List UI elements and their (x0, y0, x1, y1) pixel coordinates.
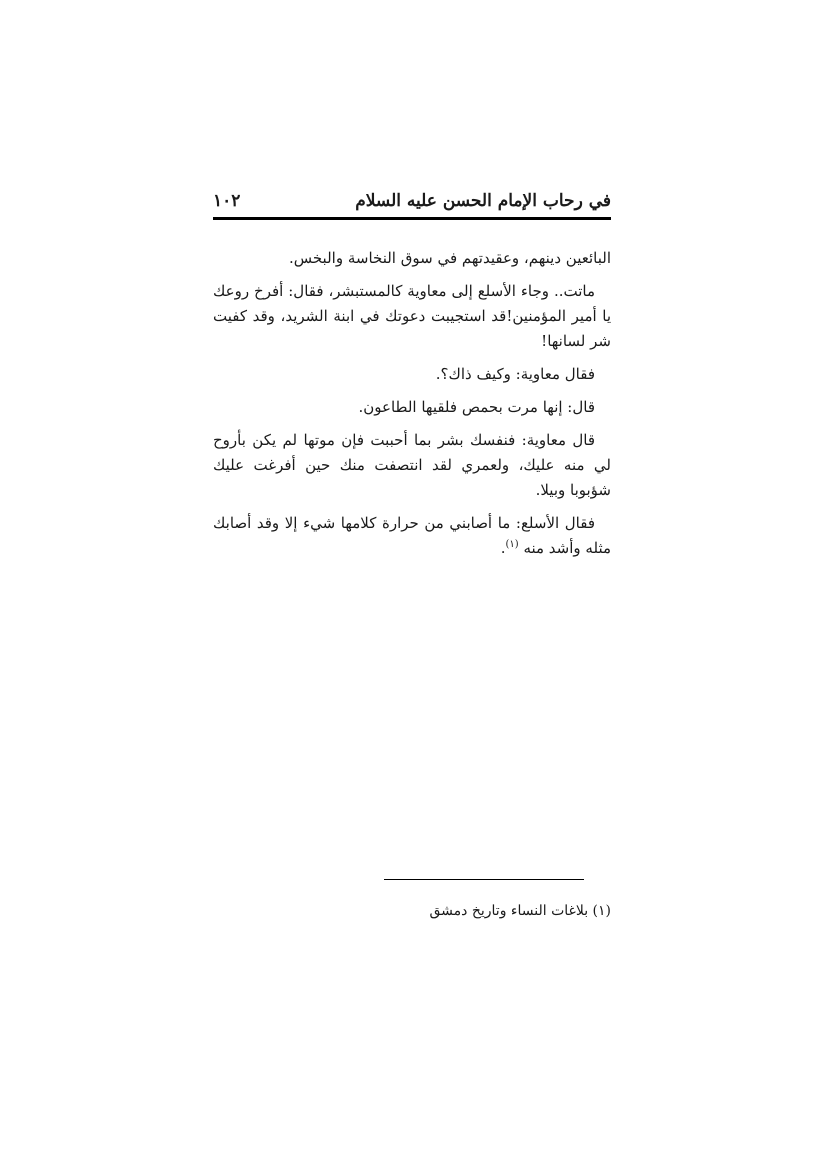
footnote-rule (384, 879, 584, 880)
paragraph: قال معاوية: فنفسك بشر بما أحببت فإن موتها لم يكن بأروح لي منه عليك، ولعمري لقد انتصفت منك حين أفرغت عليك شؤبوبا وبيلا. (213, 431, 611, 499)
paragraph: قال: إنها مرت بحمص فلقيها الطاعون. (358, 398, 595, 416)
running-title: في رحاب الإمام الحسن عليه السلام (355, 191, 611, 211)
paragraph: ماتت.. وجاء الأسلع إلى معاوية كالمستبشر، فقال: أفرخ روعك يا أمير المؤمنين!قد استجيبت دعوتك في ابنة الشريد، وقد كفيت شر لسانها! (213, 282, 611, 350)
final-punctuation: . (500, 539, 506, 557)
page-header (213, 183, 611, 223)
footnote-reference[interactable]: (١) (505, 539, 519, 550)
page-number: ١٠٢ (213, 191, 241, 211)
paragraph-last (213, 511, 611, 561)
paragraph-text: فقال الأسلع: ما أصابني من حرارة كلامها شيء إلا وقد أصابك مثله وأشد منه (213, 514, 611, 557)
body-text (213, 246, 611, 569)
footnote: (١) بلاغات النساء وتاريخ دمشق (429, 903, 611, 919)
header-rule (213, 217, 611, 220)
paragraph: البائعين دينهم، وعقيدتهم في سوق النخاسة والبخس. (288, 249, 611, 267)
paragraph: فقال معاوية: وكيف ذاك؟. (435, 365, 595, 383)
